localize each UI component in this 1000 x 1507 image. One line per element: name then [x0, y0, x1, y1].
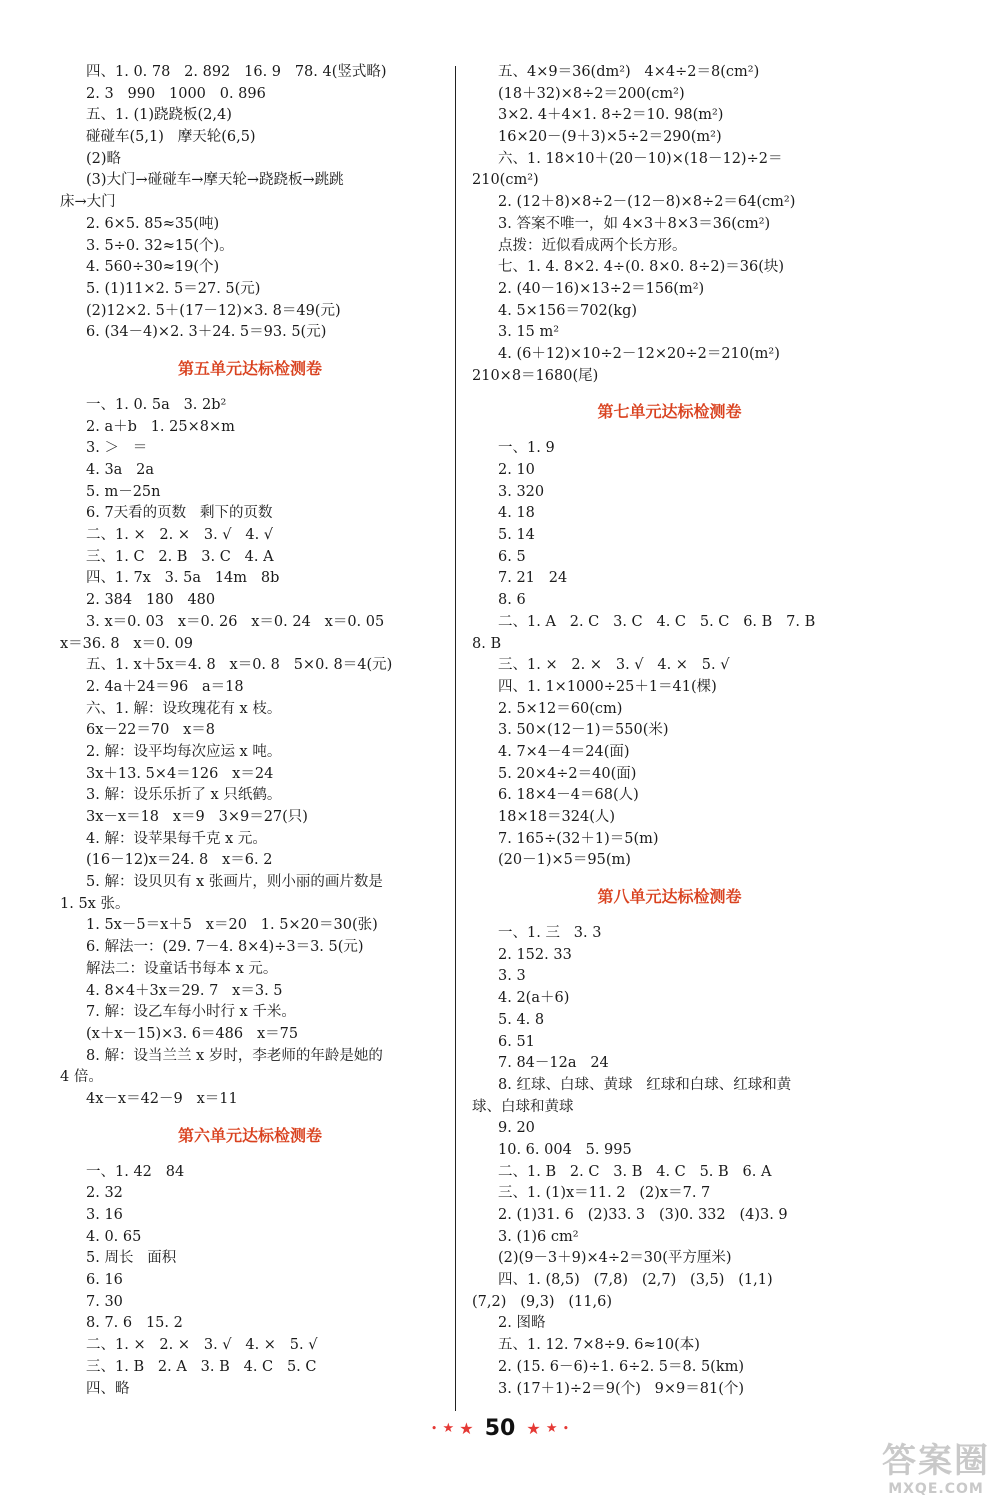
answer-line: 2. (12＋8)×8÷2－(12－8)×8÷2＝64(cm²) [498, 194, 796, 211]
answer-line: 三、1. C 2. B 3. C 4. A [86, 548, 274, 565]
answer-line: 3. 15 m² [498, 324, 560, 341]
answer-line: 5. 4. 8 [498, 1011, 545, 1028]
answer-line: 七、1. 4. 8×2. 4÷(0. 8×0. 8÷2)＝36(块) [498, 259, 785, 276]
answer-line: 4. 5×156＝702(kg) [498, 302, 638, 319]
answer-line: 2. 解：设平均每次应运 x 吨。 [86, 743, 282, 760]
answer-line: 8. B [472, 635, 502, 652]
answer-line: 2. 图略 [498, 1315, 546, 1332]
answer-line: 3x－x＝18 x＝9 3×9＝27(只) [86, 809, 308, 825]
answer-line: 3. 3 [498, 968, 526, 985]
answer-line: 7. 解：设乙车每小时行 x 千米。 [86, 1004, 296, 1021]
star-icon: ★ [526, 1419, 541, 1438]
answer-line: 7. 30 [86, 1293, 123, 1310]
section-heading: 第八单元达标检测卷 [597, 887, 742, 907]
answer-line: 8. 解：设当兰兰 x 岁时，李老师的年龄是她的 [86, 1047, 383, 1064]
answer-line: 5. 14 [498, 527, 535, 544]
answer-line: (20－1)×5＝95(m) [498, 852, 631, 869]
answer-line: 2. 6×5. 85≈35(吨) [86, 215, 220, 232]
answer-line: (18＋32)×8÷2＝200(cm²) [498, 85, 685, 102]
answer-line: 210×8＝1680(尾) [472, 367, 599, 384]
watermark-logo [876, 1442, 996, 1498]
answer-line: 碰碰车(5,1) 摩天轮(6,5) [86, 129, 256, 146]
answer-line: 2. 5×12＝60(cm) [498, 700, 623, 717]
answer-line: 6. 7天看的页数 剩下的页数 [86, 505, 273, 522]
answer-line: 一、1. 三 3. 3 [498, 925, 602, 942]
answer-line: (3)大门→碰碰车→摩天轮→跷跷板→跳跳 [86, 172, 344, 189]
answer-line: 3. 答案不唯一，如 4×3＋8×3＝36(cm²) [498, 215, 771, 232]
answer-line: 8. 6 [498, 592, 526, 609]
answer-line: 3x＋13. 5×4＝126 x＝24 [86, 765, 274, 782]
answer-line: 2. (15. 6－6)÷1. 6÷2. 5＝8. 5(km) [498, 1358, 745, 1375]
answer-line: 六、1. 解：设玫瑰花有 x 枝。 [86, 700, 282, 717]
answer-line: 2. 384 180 480 [86, 592, 216, 609]
answer-line: 3. 50×(12－1)＝550(米) [498, 722, 669, 739]
left-answer-column [60, 62, 440, 1400]
answer-line: 6. 解法一：(29. 7－4. 8×4)÷3＝3. 5(元) [86, 939, 364, 956]
answer-line: 三、1. (1)x＝11. 2 (2)x＝7. 7 [498, 1185, 711, 1202]
answer-line: 4. 18 [498, 505, 535, 522]
answer-line: 3. (17＋1)÷2＝9(个) 9×9＝81(个) [498, 1380, 745, 1397]
answer-line: 10. 6. 004 5. 995 [498, 1141, 632, 1158]
answer-line: (16－12)x＝24. 8 x＝6. 2 [86, 852, 273, 869]
answer-line: 二、1. × 2. × 3. √ 4. × 5. √ [86, 1337, 318, 1354]
right-answer-column [472, 62, 867, 1400]
answer-line: 3×2. 4＋4×1. 8÷2＝10. 98(m²) [498, 107, 724, 124]
answer-line: 4x－x＝42－9 x＝11 [86, 1090, 238, 1107]
answer-line: 四、1. (8,5) (7,8) (2,7) (3,5) (1,1) [498, 1272, 773, 1289]
answer-line: 6. 51 [498, 1033, 535, 1050]
answer-line: 五、1. 12. 7×8÷9. 6≈10(本) [498, 1337, 700, 1354]
answer-line: 四、1. 1×1000÷25＋1＝41(棵) [498, 678, 717, 695]
answer-line: 5. 周长 面积 [86, 1250, 177, 1267]
answer-line: 二、1. A 2. C 3. C 4. C 5. C 6. B 7. B [498, 613, 816, 630]
watermark-url: MXQE.COM [888, 1481, 984, 1497]
answer-line: 5. 解：设贝贝有 x 张画片，则小丽的画片数是 [86, 874, 383, 891]
answer-line: 3. 解：设乐乐折了 x 只纸鹤。 [86, 787, 282, 804]
answer-line: 2. a＋b 1. 25×8×m [86, 418, 235, 435]
page-number: 50 [484, 1416, 516, 1441]
answer-line: 3. (1)6 cm² [498, 1228, 579, 1245]
answer-line: 4. 3a 2a [86, 462, 155, 478]
answer-line: 四、略 [86, 1380, 130, 1397]
answer-line: 5. (1)11×2. 5＝27. 5(元) [86, 280, 261, 297]
answer-line: 2. 32 [86, 1185, 123, 1202]
answer-line: (2)略 [86, 150, 122, 167]
answer-line: 4. 解：设苹果每千克 x 元。 [86, 830, 267, 847]
answer-line: (x＋x－15)×3. 6＝486 x＝75 [86, 1025, 299, 1042]
answer-line: 3. ＞ ＝ [86, 440, 148, 457]
answer-line: 6. 5 [498, 548, 526, 565]
answer-line: 4. 2(a＋6) [498, 990, 570, 1007]
answer-line: 四、1. 7x 3. 5a 14m 8b [86, 570, 280, 587]
answer-line: 4. 0. 65 [86, 1228, 142, 1245]
answer-line: 6. 16 [86, 1272, 123, 1289]
answer-line: 6. (34－4)×2. 3＋24. 5＝93. 5(元) [86, 324, 327, 341]
answer-line: 六、1. 18×10＋(20－10)×(18－12)÷2＝ [498, 150, 783, 167]
dot-decoration: • [562, 1422, 570, 1435]
answer-line: 3. 320 [498, 483, 545, 500]
page-footer [0, 1416, 1000, 1441]
section-heading: 第七单元达标检测卷 [597, 402, 742, 422]
answer-line: 4 倍。 [60, 1069, 103, 1086]
section-heading: 第六单元达标检测卷 [177, 1125, 322, 1145]
answer-line: 三、1. × 2. × 3. √ 4. × 5. √ [498, 657, 730, 674]
answer-line: 一、1. 0. 5a 3. 2b² [86, 396, 227, 413]
answer-line: 2. 10 [498, 462, 535, 478]
answer-line: 4. (6＋12)×10÷2－12×20÷2＝210(m²) [498, 345, 780, 362]
answer-line: 解法二：设童话书每本 x 元。 [86, 960, 278, 977]
answer-line: 4. 560÷30≈19(个) [86, 259, 220, 276]
answer-line: 五、4×9＝36(dm²) 4×4÷2＝8(cm²) [498, 64, 760, 80]
answer-line: 2. (1)31. 6 (2)33. 3 (3)0. 332 (4)3. 9 [498, 1207, 788, 1223]
star-icon: ★ [545, 1421, 558, 1436]
answer-line: 7. 21 24 [498, 570, 568, 587]
answer-line: 6. 18×4－4＝68(人) [498, 787, 639, 804]
answer-line: (2)12×2. 5＋(17－12)×3. 8＝49(元) [86, 302, 341, 319]
column-divider [455, 66, 456, 1411]
answer-line: 210(cm²) [472, 172, 539, 189]
answer-line: 8. 红球、白球、黄球 红球和白球、红球和黄 [498, 1076, 792, 1093]
answer-line: 16×20－(9＋3)×5÷2＝290(m²) [498, 129, 722, 146]
answer-line: 三、1. B 2. A 3. B 4. C 5. C [86, 1358, 317, 1375]
answer-line: (7,2) (9,3) (11,6) [472, 1293, 613, 1310]
answer-line: 2. 152. 33 [498, 946, 572, 963]
answer-line: (2)(9－3＋9)×4÷2＝30(平方厘米) [498, 1250, 732, 1267]
answer-line: 一、1. 9 [498, 440, 555, 457]
answer-line: 3. 16 [86, 1207, 123, 1223]
answer-line: 7. 84－12a 24 [498, 1055, 609, 1072]
answer-line: 二、1. × 2. × 3. √ 4. √ [86, 527, 274, 544]
star-icon: ★ [459, 1419, 474, 1438]
star-icon: ★ [442, 1421, 455, 1436]
answer-line: 五、1. (1)跷跷板(2,4) [86, 107, 232, 124]
answer-line: 9. 20 [498, 1120, 535, 1137]
answer-line: 6x－22＝70 x＝8 [86, 722, 216, 739]
answer-line: 4. 7×4－4＝24(面) [498, 743, 630, 760]
answer-line: 3. 5÷0. 32≈15(个)。 [86, 237, 234, 254]
answer-line: 2. 4a＋24＝96 a＝18 [86, 678, 244, 695]
answer-line: 4. 8×4＋3x＝29. 7 x＝3. 5 [86, 982, 283, 999]
answer-line: 5. 20×4÷2＝40(面) [498, 765, 637, 782]
answer-line: 1. 5x－5＝x＋5 x＝20 1. 5×20＝30(张) [86, 917, 378, 934]
answer-line: 五、1. x＋5x＝4. 8 x＝0. 8 5×0. 8＝4(元) [86, 657, 393, 674]
answer-line: 5. m－25n [86, 483, 161, 500]
answer-line: 7. 165÷(32＋1)＝5(m) [498, 830, 659, 847]
answer-line: 点拨：近似看成两个长方形。 [498, 237, 687, 254]
answer-line: 床→大门 [60, 194, 116, 211]
watermark-title: 答案圈 [882, 1441, 990, 1481]
answer-line: 一、1. 42 84 [86, 1163, 185, 1180]
answer-line: 2. (40－16)×13÷2＝156(m²) [498, 280, 705, 297]
answer-line: 1. 5x 张。 [60, 895, 130, 912]
answer-line: 8. 7. 6 15. 2 [86, 1315, 183, 1332]
answer-line: 球、白球和黄球 [472, 1098, 574, 1115]
answer-line: 2. 3 990 1000 0. 896 [86, 85, 266, 102]
answer-line: 四、1. 0. 78 2. 892 16. 9 78. 4(竖式略) [86, 64, 387, 80]
answer-line: 二、1. B 2. C 3. B 4. C 5. B 6. A [498, 1163, 772, 1180]
section-heading: 第五单元达标检测卷 [177, 358, 322, 378]
answer-line: x＝36. 8 x＝0. 09 [60, 635, 193, 652]
dot-decoration: • [430, 1422, 438, 1435]
answer-line: 3. x＝0. 03 x＝0. 26 x＝0. 24 x＝0. 05 [86, 613, 385, 630]
answer-line: 18×18＝324(人) [498, 809, 616, 825]
